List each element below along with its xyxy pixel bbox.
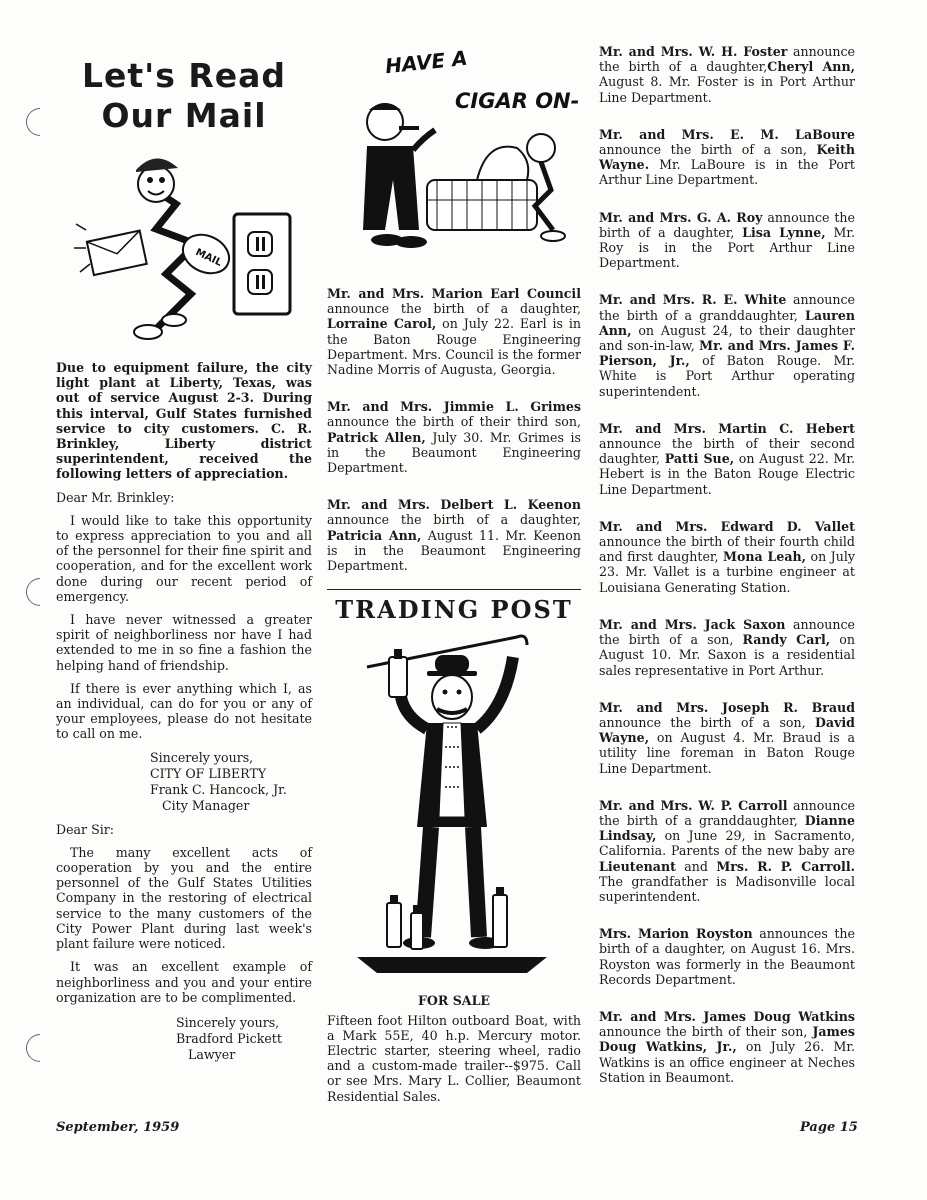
- birth-announcements-middle: [327, 286, 581, 573]
- punch-hole: [20, 102, 60, 142]
- new-father-cartoon-icon: [327, 30, 581, 280]
- cigar-illustration: [327, 30, 581, 280]
- birth-announcement: Mr. and Mrs. Delbert L. Keenon announce the birth of a daughter, Patricia Ann, August 11. Mr. Keenon is in the Beaumont Engineering Department.: [327, 497, 581, 574]
- cigar-title-line2: CIGAR ON-: [455, 89, 580, 113]
- page-number: Page 15: [800, 1120, 858, 1135]
- punch-hole: [20, 1028, 60, 1068]
- mail-bag-label: MAIL: [193, 247, 224, 269]
- letter1-paragraph: If there is ever anything which I, as an individual, can do for you or any of your employees, please do not hesitate to call on me.: [56, 680, 312, 742]
- letter1-org: CITY OF LIBERTY: [150, 765, 267, 781]
- birth-announcement: Mr. and Mrs. Marion Earl Council announce the birth of a daughter, Lorraine Carol, on July 22. Earl is in the Baton Rouge Engineering Department. Mrs. Council is the former Nadine Morris of Augusta, Georgia.: [327, 286, 581, 378]
- intro-paragraph: Due to equipment failure, the city light plant at Liberty, Texas, was out of service August 2-3. During this interval, Gulf States furnished service to city customers. C. R. Brinkley, Liberty district superintendent, received the following letters of appreciation.: [56, 360, 312, 482]
- for-sale-heading: FOR SALE: [417, 993, 491, 1009]
- letter2-title: Lawyer: [188, 1046, 236, 1062]
- birth-announcement: Mr. and Mrs. E. M. LaBoure announce the birth of a son, Keith Wayne. Mr. LaBoure is in the Port Arthur Line Department.: [599, 126, 855, 188]
- column-right: [599, 44, 855, 1085]
- letter2-name: Bradford Pickett: [176, 1030, 282, 1046]
- letter2-paragraph: It was an excellent example of neighborliness and you and your entire organization are to be complimented.: [56, 959, 312, 1005]
- birth-announcement: Mr. and Mrs. James Doug Watkins announce the birth of their son, James Doug Watkins, Jr., on July 26. Mr. Watkins is an office engineer at Neches Station in Beaumont.: [599, 1008, 855, 1085]
- birth-announcement: Mr. and Mrs. Jimmie L. Grimes announce the birth of their third son, Patrick Allen, July 30. Mr. Grimes is in the Beaumont Engineering Department.: [327, 399, 581, 476]
- birth-announcement: Mrs. Marion Royston announces the birth of a daughter, on August 16. Mrs. Royston was formerly in the Beaumont Records Department.: [599, 926, 855, 987]
- column-middle: [327, 30, 581, 1104]
- birth-announcement: Mr. and Mrs. W. P. Carroll announce the birth of a granddaughter, Dianne Lindsay, on June 29, in Sacramento, California. Parents of the new baby are Lieutenant and Mrs. R. P. Carroll. The grandfather is Madisonville local superintendent.: [599, 797, 856, 904]
- birth-announcement: Mr. and Mrs. W. H. Foster announce the birth of a daughter,Cheryl Ann, August 8. Mr. Foster is in Port Arthur Line Department.: [599, 44, 855, 105]
- letter1-signature: [150, 750, 312, 814]
- column-left: [56, 30, 312, 1063]
- birth-announcement: Mr. and Mrs. Martin C. Hebert announce the birth of their second daughter, Patti Sue, on August 22. Mr. Hebert is in the Baton Rouge Electric Line Department.: [599, 420, 855, 497]
- letter-2: [56, 822, 312, 1063]
- mailman-cartoon-icon: [56, 144, 312, 344]
- cigar-title-line1: HAVE A: [384, 45, 469, 79]
- footer-date: September, 1959: [56, 1120, 180, 1135]
- letter1-paragraph: I would like to take this opportunity to express appreciation to you and all of the personnel for their fine spirit and cooperation, and for the excellent work done during our recent period of emergency.: [56, 512, 312, 604]
- letter1-name: Frank C. Hancock, Jr.: [150, 781, 287, 797]
- masthead: [56, 56, 312, 136]
- trading-post-illustration: [327, 617, 581, 987]
- letter1-closing: Sincerely yours,: [150, 749, 254, 765]
- letter1-salutation: Dear Mr. Brinkley:: [56, 489, 175, 505]
- masthead-line1: Let's Read: [81, 56, 287, 95]
- for-sale-text: Fifteen foot Hilton outboard Boat, with a Mark 55E, 40 h.p. Mercury motor. Electric starter, steering wheel, radio and a custom-made trailer--$975. Call or see Mrs. Mary L. Collier, Beaumont Residential Sales.: [327, 1012, 581, 1104]
- trading-post-title: TRADING POST: [335, 595, 573, 625]
- section-divider: [327, 589, 581, 590]
- letter2-salutation: Dear Sir:: [56, 821, 115, 837]
- birth-announcement: Mr. and Mrs. Joseph R. Braud announce the birth of a son, David Wayne, on August 4. Mr. Braud is a utility line foreman in Baton Rouge Line Department.: [599, 699, 855, 776]
- letter-1: [56, 490, 312, 814]
- birth-announcement: Mr. and Mrs. R. E. White announce the birth of a granddaughter, Lauren Ann, on August 24, to their daughter and son-in-law, Mr. and Mrs. James F. Pierson, Jr., of Baton Rouge. Mr. White is Port Arthur operating superintendent.: [599, 292, 855, 399]
- letter1-title: City Manager: [162, 797, 250, 813]
- mailman-illustration: [56, 144, 312, 344]
- salesman-cartoon-icon: [327, 617, 581, 987]
- punch-hole: [20, 572, 60, 612]
- letter2-signature: [176, 1015, 312, 1063]
- masthead-line2: Our Mail: [101, 96, 267, 135]
- birth-announcement: Mr. and Mrs. G. A. Roy announce the birth of a daughter, Lisa Lynne, Mr. Roy is in the Port Arthur Line Department.: [599, 209, 855, 271]
- birth-announcement: Mr. and Mrs. Edward D. Vallet announce the birth of their fourth child and first daughter, Mona Leah, on July 23. Mr. Vallet is a turbine engineer at Louisiana Generating Station.: [599, 518, 855, 595]
- letter2-paragraph: The many excellent acts of cooperation by you and the entire personnel of the Gulf States Utilities Company in the restoring of electrical service to the many customers of the City Power Plant during last week's plant failure were noticed.: [56, 844, 312, 952]
- birth-announcement: Mr. and Mrs. Jack Saxon announce the birth of a son, Randy Carl, on August 10. Mr. Saxon is a residential sales representative in Port Arthur.: [599, 616, 855, 678]
- letter2-closing: Sincerely yours,: [176, 1014, 280, 1030]
- letter1-paragraph: I have never witnessed a greater spirit of neighborliness nor have I had extended to me in so fine a fashion the helping hand of friendship.: [56, 612, 312, 673]
